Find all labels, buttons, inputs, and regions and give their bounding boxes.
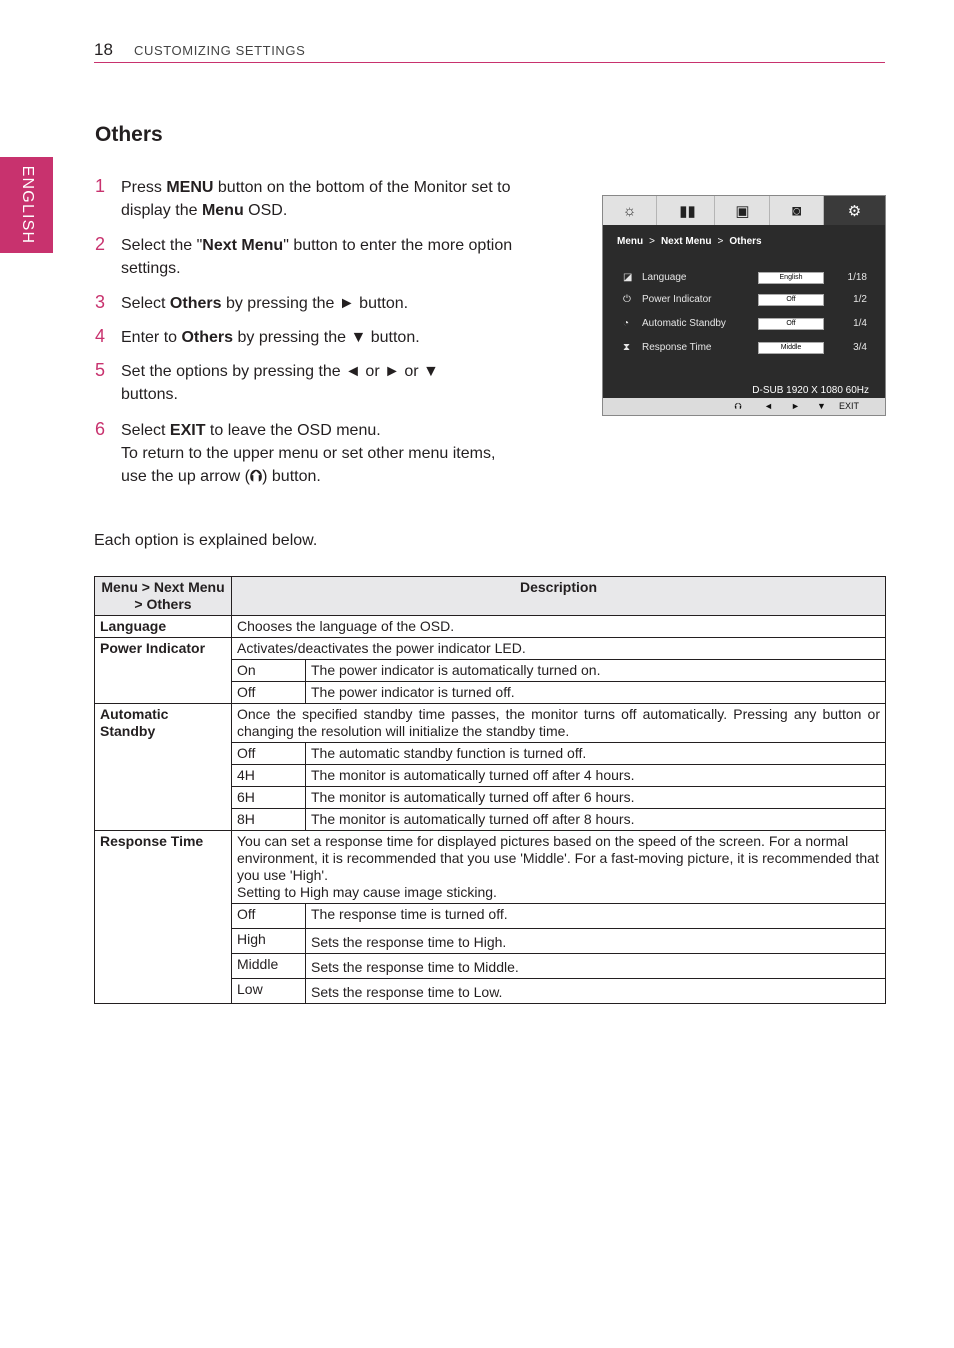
step-bold: MENU — [166, 179, 214, 196]
step-text: by pressing the ► button. — [221, 295, 409, 312]
osd-row-value: Middle — [758, 342, 824, 354]
osd-row-label: Power Indicator — [642, 294, 712, 305]
osd-row-page: 1/18 — [847, 272, 867, 283]
table-header-row — [95, 577, 886, 616]
osd-tab-others[interactable] — [824, 196, 885, 225]
color-bars-icon: ▮▮ — [679, 202, 696, 220]
step-3 — [95, 292, 525, 315]
option-value: Low — [232, 979, 306, 1004]
osd-tab-display[interactable] — [716, 196, 770, 225]
option-value: Off — [232, 743, 306, 765]
osd-row-page: 1/2 — [853, 294, 867, 305]
option-value-description: The automatic standby function is turned off. — [306, 743, 886, 765]
steps-list — [95, 176, 525, 488]
screen-icon: ▣ — [735, 202, 750, 220]
step-text: OSD. — [243, 202, 288, 219]
hourglass-icon: ⧗ — [623, 342, 631, 353]
step-6 — [95, 419, 525, 488]
option-label: Power Indicator — [95, 638, 232, 704]
table-header-description: Description — [232, 577, 886, 616]
option-value: 6H — [232, 787, 306, 809]
step-number: 1 — [95, 176, 106, 196]
osd-screenshot — [602, 195, 886, 416]
standby-icon: ◔ — [623, 318, 630, 329]
option-value-description: Sets the response time to Low. — [306, 979, 886, 1004]
step-text: ) button. — [262, 468, 321, 485]
step-text: to leave the OSD menu. — [205, 422, 381, 439]
step-text: " button to enter the more option settings. — [121, 237, 513, 277]
step-4 — [95, 326, 525, 349]
option-value: High — [232, 929, 306, 954]
osd-row-power-indicator[interactable] — [603, 292, 885, 310]
left-arrow-icon[interactable]: ◄ — [764, 401, 773, 411]
step-number: 3 — [95, 292, 106, 312]
step-text: Select — [121, 422, 170, 439]
osd-row-language[interactable] — [603, 270, 885, 288]
right-arrow-icon[interactable]: ► — [791, 401, 800, 411]
option-label: Automatic Standby — [95, 704, 232, 831]
language-tab-label: ENGLISH — [18, 165, 36, 245]
breadcrumb-item: Menu — [617, 236, 644, 247]
osd-row-label: Response Time — [642, 342, 712, 353]
page-title: Others — [95, 123, 163, 146]
step-bold: Others — [169, 295, 222, 312]
osd-resolution: D-SUB 1920 X 1080 60Hz — [752, 385, 869, 396]
table-row — [95, 704, 886, 743]
step-text: Select the " — [121, 237, 203, 254]
step-number: 5 — [95, 360, 106, 380]
osd-row-value: English — [758, 272, 824, 284]
breadcrumb-item: Next Menu — [660, 236, 712, 247]
osd-row-automatic-standby[interactable] — [603, 316, 885, 334]
osd-row-value: Off — [758, 294, 824, 306]
option-value-description: The monitor is automatically turned off after 8 hours. — [306, 809, 886, 831]
option-value-description: Sets the response time to High. — [306, 929, 886, 954]
page-header — [94, 38, 885, 63]
breadcrumb-item: Others — [729, 236, 762, 247]
language-icon: ◪ — [623, 272, 633, 283]
osd-row-value: Off — [758, 318, 824, 330]
option-description-text: You can set a response time for displayed pictures based on the speed of the screen. For a normal environment, it is recommended that you use 'Middle'. For a fast-moving picture, it is recommended that you use 'High'. — [237, 833, 879, 883]
option-value-description: The response time is turned off. — [306, 904, 886, 929]
table-header-menu: Menu > Next Menu > Others — [95, 577, 232, 616]
power-icon: ⏻ — [623, 294, 631, 305]
step-bold: Others — [181, 329, 234, 346]
table-row — [95, 638, 886, 660]
intro-text: Each option is explained below. — [94, 532, 318, 549]
up-arrow-icon[interactable]: ⮉ — [735, 401, 742, 411]
osd-row-label: Language — [642, 272, 687, 283]
osd-exit-button[interactable]: EXIT — [839, 401, 860, 411]
option-value: 8H — [232, 809, 306, 831]
language-side-tab — [0, 157, 53, 253]
step-text: by pressing the ▼ button. — [233, 329, 420, 346]
step-text: Select — [121, 295, 170, 312]
step-text: To return to the upper menu or set other menu items, use the up arrow ( — [121, 445, 496, 485]
section-title: CUSTOMIZING SETTINGS — [134, 43, 306, 58]
osd-tab-color[interactable] — [661, 196, 715, 225]
osd-row-response-time[interactable] — [603, 340, 885, 358]
osd-tab-sound[interactable] — [770, 196, 824, 225]
table-row — [95, 831, 886, 904]
option-description: Once the specified standby time passes, the monitor turns off automatically. Pressing any button or changing the resolution will initialize the standby time. — [232, 704, 886, 743]
step-text: Set the options by pressing the ◄ or ► or ▼ buttons. — [121, 363, 439, 403]
option-label: Response Time — [95, 831, 232, 1004]
option-description-note: Setting to High may cause image sticking. — [237, 884, 497, 900]
step-number: 6 — [95, 419, 106, 439]
option-value: 4H — [232, 765, 306, 787]
osd-breadcrumb — [617, 236, 762, 247]
step-text: Enter to — [121, 329, 182, 346]
step-bold: Next Menu — [202, 237, 284, 254]
options-table — [94, 576, 886, 1004]
breadcrumb-separator: > — [717, 236, 724, 247]
osd-row-page: 3/4 — [853, 342, 867, 353]
option-value-description: The monitor is automatically turned off after 6 hours. — [306, 787, 886, 809]
breadcrumb-separator: > — [649, 236, 655, 247]
option-description — [232, 831, 886, 904]
option-value: On — [232, 660, 306, 682]
table-row — [95, 616, 886, 638]
step-text: button on the bottom of the Monitor set to display the — [121, 179, 511, 219]
step-bold: EXIT — [169, 422, 206, 439]
step-2 — [95, 234, 525, 280]
osd-button-bar — [603, 398, 885, 415]
step-bold: Menu — [201, 202, 244, 219]
option-description: Activates/deactivates the power indicator LED. — [232, 638, 886, 660]
step-1 — [95, 176, 525, 222]
page-number: 18 — [94, 40, 113, 59]
option-value-description: Sets the response time to Middle. — [306, 954, 886, 979]
option-value-description: The power indicator is turned off. — [306, 682, 886, 704]
option-value-description: The monitor is automatically turned off after 4 hours. — [306, 765, 886, 787]
disc-icon: ◙ — [791, 202, 802, 219]
option-value: Off — [232, 682, 306, 704]
osd-tab-picture[interactable] — [603, 196, 657, 225]
down-arrow-icon[interactable]: ▼ — [817, 401, 826, 411]
osd-row-page: 1/4 — [853, 318, 867, 329]
up-arrow-icon: ⮉ — [249, 468, 263, 485]
option-label: Language — [95, 616, 232, 638]
option-value-description: The power indicator is automatically turned on. — [306, 660, 886, 682]
gear-icon: ⚙ — [847, 202, 862, 220]
option-value: Off — [232, 904, 306, 929]
osd-row-label: Automatic Standby — [642, 318, 726, 329]
step-number: 2 — [95, 234, 106, 254]
osd-icon-bar — [603, 196, 885, 225]
option-value: Middle — [232, 954, 306, 979]
option-description: Chooses the language of the OSD. — [232, 616, 886, 638]
step-number: 4 — [95, 326, 106, 346]
brightness-icon: ☼ — [622, 202, 637, 219]
step-text: Press — [121, 179, 167, 196]
step-5 — [95, 360, 461, 406]
